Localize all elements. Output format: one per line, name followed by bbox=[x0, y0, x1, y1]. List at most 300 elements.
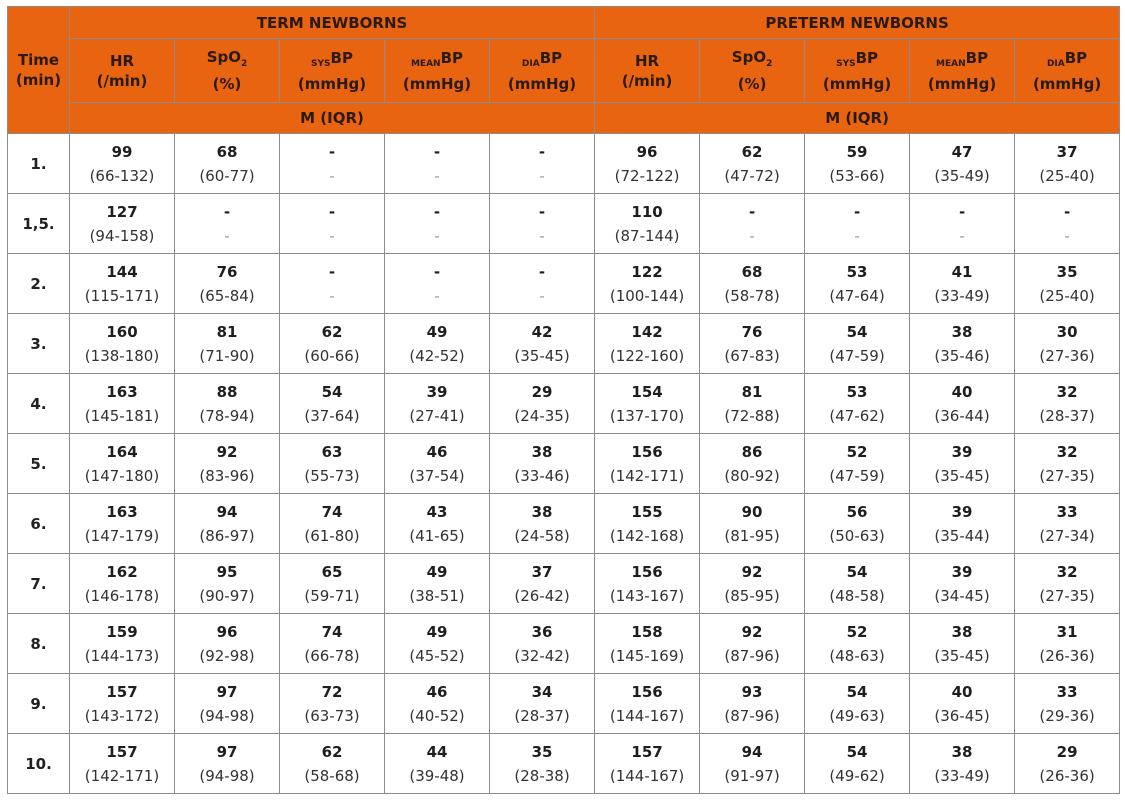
iqr-value: (48-63) bbox=[829, 646, 885, 665]
column-header bbox=[385, 39, 490, 103]
median-value: 127 bbox=[106, 202, 138, 221]
column-header-unit: (mmHg) bbox=[507, 74, 577, 93]
iqr-value: (47-64) bbox=[829, 286, 885, 305]
value-cell bbox=[280, 674, 385, 734]
value-cell bbox=[1015, 134, 1120, 194]
iqr-value: (28-37) bbox=[514, 706, 570, 725]
median-value: 52 bbox=[846, 442, 868, 461]
table-row bbox=[8, 194, 1120, 254]
table-row bbox=[8, 434, 1120, 494]
column-header-prefix: MEAN bbox=[936, 58, 966, 69]
median-value: 43 bbox=[426, 502, 448, 521]
iqr-value: (53-66) bbox=[829, 166, 885, 185]
column-header-name: SpO bbox=[731, 48, 767, 66]
column-header-unit: (mmHg) bbox=[297, 74, 367, 93]
iqr-value: (35-45) bbox=[514, 346, 570, 365]
value-cell bbox=[175, 194, 280, 254]
column-header-unit: (%) bbox=[737, 75, 767, 93]
iqr-value: - bbox=[749, 226, 755, 245]
median-value: - bbox=[1063, 202, 1071, 221]
median-value: 46 bbox=[426, 442, 448, 461]
column-header bbox=[490, 39, 595, 103]
iqr-value: (47-62) bbox=[829, 406, 885, 425]
median-value: 94 bbox=[216, 502, 238, 521]
value-cell bbox=[280, 494, 385, 554]
iqr-value: (59-71) bbox=[304, 586, 360, 605]
median-value: 65 bbox=[321, 562, 343, 581]
column-header-prefix: DIA bbox=[521, 58, 540, 69]
column-header bbox=[70, 39, 175, 103]
median-value: 163 bbox=[106, 502, 138, 521]
median-value: 56 bbox=[846, 502, 868, 521]
iqr-value: - bbox=[434, 286, 440, 305]
value-cell bbox=[595, 134, 700, 194]
value-cell bbox=[1015, 674, 1120, 734]
value-cell bbox=[385, 554, 490, 614]
median-value: 37 bbox=[1056, 142, 1078, 161]
newborn-vitals-table bbox=[7, 6, 1120, 794]
iqr-value: (49-62) bbox=[829, 766, 885, 785]
iqr-value: (28-38) bbox=[514, 766, 570, 785]
iqr-value: (26-42) bbox=[514, 586, 570, 605]
median-value: 68 bbox=[741, 262, 763, 281]
time-header bbox=[8, 7, 70, 134]
value-cell bbox=[280, 134, 385, 194]
median-value: 39 bbox=[951, 562, 973, 581]
time-cell: 3. bbox=[8, 314, 70, 374]
median-value: 92 bbox=[216, 442, 238, 461]
iqr-value: (33-49) bbox=[934, 766, 990, 785]
median-value: 29 bbox=[1056, 742, 1078, 761]
column-header-row bbox=[8, 39, 1120, 103]
median-value: - bbox=[853, 202, 861, 221]
median-value: 32 bbox=[1056, 382, 1078, 401]
value-cell bbox=[700, 134, 805, 194]
value-cell bbox=[1015, 554, 1120, 614]
median-value: - bbox=[538, 202, 546, 221]
median-value: 74 bbox=[321, 502, 343, 521]
value-cell bbox=[490, 554, 595, 614]
value-cell bbox=[70, 434, 175, 494]
iqr-value: (38-51) bbox=[409, 586, 465, 605]
group-header-term: TERM NEWBORNS bbox=[70, 7, 595, 39]
column-header-prefix: MEAN bbox=[410, 58, 441, 69]
value-cell bbox=[70, 494, 175, 554]
value-cell bbox=[280, 314, 385, 374]
iqr-value: (71-90) bbox=[199, 346, 255, 365]
value-cell bbox=[280, 614, 385, 674]
column-header bbox=[805, 39, 910, 103]
iqr-value: (87-144) bbox=[614, 226, 680, 245]
median-value: - bbox=[328, 202, 336, 221]
median-value: 162 bbox=[106, 562, 138, 581]
table-row bbox=[8, 314, 1120, 374]
value-cell bbox=[910, 314, 1015, 374]
value-cell bbox=[490, 254, 595, 314]
median-value: 92 bbox=[741, 562, 763, 581]
time-cell: 7. bbox=[8, 554, 70, 614]
median-value: 122 bbox=[631, 262, 663, 281]
iqr-value: (122-160) bbox=[609, 346, 685, 365]
iqr-value: (27-34) bbox=[1039, 526, 1095, 545]
median-value: 54 bbox=[321, 382, 343, 401]
time-cell: 4. bbox=[8, 374, 70, 434]
value-cell bbox=[490, 734, 595, 794]
value-cell bbox=[700, 614, 805, 674]
value-cell bbox=[1015, 254, 1120, 314]
median-value: - bbox=[433, 262, 441, 281]
iqr-value: (47-59) bbox=[829, 346, 885, 365]
median-value: 96 bbox=[636, 142, 658, 161]
column-header-name: BP bbox=[965, 48, 989, 67]
column-header-unit: (%) bbox=[212, 75, 242, 93]
stat-label-term: M (IQR) bbox=[70, 103, 595, 134]
median-value: 156 bbox=[631, 442, 663, 461]
value-cell bbox=[700, 734, 805, 794]
value-cell bbox=[385, 314, 490, 374]
table-row bbox=[8, 254, 1120, 314]
iqr-value: (33-49) bbox=[934, 286, 990, 305]
value-cell bbox=[805, 254, 910, 314]
iqr-value: (37-64) bbox=[304, 406, 360, 425]
value-cell bbox=[490, 674, 595, 734]
value-cell bbox=[280, 194, 385, 254]
value-cell bbox=[490, 494, 595, 554]
value-cell bbox=[490, 614, 595, 674]
iqr-value: (26-36) bbox=[1039, 646, 1095, 665]
value-cell bbox=[595, 674, 700, 734]
iqr-value: (28-37) bbox=[1039, 406, 1095, 425]
column-header-unit: (/min) bbox=[621, 71, 673, 90]
value-cell bbox=[595, 614, 700, 674]
value-cell bbox=[280, 254, 385, 314]
iqr-value: (142-168) bbox=[609, 526, 685, 545]
median-value: - bbox=[433, 142, 441, 161]
iqr-value: (35-45) bbox=[934, 646, 990, 665]
column-header-prefix: SYS bbox=[311, 58, 331, 69]
value-cell bbox=[385, 134, 490, 194]
iqr-value: - bbox=[539, 166, 545, 185]
value-cell bbox=[175, 254, 280, 314]
iqr-value: (27-35) bbox=[1039, 466, 1095, 485]
iqr-value: (47-72) bbox=[724, 166, 780, 185]
median-value: 47 bbox=[951, 142, 973, 161]
value-cell bbox=[175, 134, 280, 194]
table-row bbox=[8, 134, 1120, 194]
iqr-value: (49-63) bbox=[829, 706, 885, 725]
iqr-value: - bbox=[329, 226, 335, 245]
iqr-value: (87-96) bbox=[724, 706, 780, 725]
median-value: 49 bbox=[426, 562, 448, 581]
iqr-value: (94-158) bbox=[89, 226, 155, 245]
value-cell bbox=[1015, 614, 1120, 674]
value-cell bbox=[595, 554, 700, 614]
value-cell bbox=[805, 614, 910, 674]
iqr-value: (81-95) bbox=[724, 526, 780, 545]
iqr-value: (58-78) bbox=[724, 286, 780, 305]
value-cell bbox=[910, 494, 1015, 554]
iqr-value: (36-44) bbox=[934, 406, 990, 425]
value-cell bbox=[280, 434, 385, 494]
value-cell bbox=[805, 734, 910, 794]
value-cell bbox=[910, 194, 1015, 254]
value-cell bbox=[70, 374, 175, 434]
value-cell bbox=[385, 614, 490, 674]
median-value: 33 bbox=[1056, 502, 1078, 521]
median-value: 155 bbox=[631, 502, 663, 521]
table-row bbox=[8, 554, 1120, 614]
value-cell bbox=[910, 554, 1015, 614]
iqr-value: (85-95) bbox=[724, 586, 780, 605]
median-value: - bbox=[538, 262, 546, 281]
median-value: 35 bbox=[531, 742, 553, 761]
median-value: 39 bbox=[951, 442, 973, 461]
median-value: 157 bbox=[106, 742, 138, 761]
value-cell bbox=[175, 374, 280, 434]
median-value: 54 bbox=[846, 682, 868, 701]
time-cell: 5. bbox=[8, 434, 70, 494]
table-row bbox=[8, 674, 1120, 734]
median-value: 86 bbox=[741, 442, 763, 461]
value-cell bbox=[490, 134, 595, 194]
median-value: - bbox=[433, 202, 441, 221]
value-cell bbox=[1015, 314, 1120, 374]
median-value: 38 bbox=[951, 742, 973, 761]
iqr-value: (60-77) bbox=[199, 166, 255, 185]
iqr-value: (144-173) bbox=[84, 646, 160, 665]
median-value: 158 bbox=[631, 622, 663, 641]
column-header-unit: (mmHg) bbox=[402, 74, 472, 93]
iqr-value: (61-80) bbox=[304, 526, 360, 545]
iqr-value: (142-171) bbox=[84, 766, 160, 785]
value-cell bbox=[385, 734, 490, 794]
value-cell bbox=[700, 374, 805, 434]
median-value: 37 bbox=[531, 562, 553, 581]
median-value: 93 bbox=[741, 682, 763, 701]
iqr-value: (37-54) bbox=[409, 466, 465, 485]
median-value: 144 bbox=[106, 262, 138, 281]
value-cell bbox=[1015, 494, 1120, 554]
time-label: Time bbox=[17, 51, 60, 69]
value-cell bbox=[175, 434, 280, 494]
value-cell bbox=[700, 254, 805, 314]
median-value: 72 bbox=[321, 682, 343, 701]
iqr-value: - bbox=[959, 226, 965, 245]
value-cell bbox=[910, 134, 1015, 194]
column-header-name: BP bbox=[330, 48, 353, 67]
value-cell bbox=[805, 674, 910, 734]
median-value: 35 bbox=[1056, 262, 1078, 281]
median-value: 42 bbox=[531, 322, 553, 341]
iqr-value: (42-52) bbox=[409, 346, 465, 365]
median-value: 36 bbox=[531, 622, 553, 641]
column-header-name: SpO bbox=[206, 48, 242, 66]
value-cell bbox=[595, 374, 700, 434]
column-header-subscript: 2 bbox=[241, 59, 248, 69]
median-value: 157 bbox=[631, 742, 663, 761]
iqr-value: (26-36) bbox=[1039, 766, 1095, 785]
median-value: 39 bbox=[951, 502, 973, 521]
median-value: 81 bbox=[216, 322, 238, 341]
iqr-value: (147-179) bbox=[84, 526, 160, 545]
value-cell bbox=[175, 314, 280, 374]
time-cell: 6. bbox=[8, 494, 70, 554]
value-cell bbox=[805, 314, 910, 374]
iqr-value: (27-36) bbox=[1039, 346, 1095, 365]
iqr-value: (35-46) bbox=[934, 346, 990, 365]
iqr-value: (48-58) bbox=[829, 586, 885, 605]
iqr-value: (94-98) bbox=[199, 706, 255, 725]
column-header bbox=[595, 39, 700, 103]
median-value: 76 bbox=[216, 262, 238, 281]
iqr-value: (145-169) bbox=[609, 646, 685, 665]
group-header-preterm: PRETERM NEWBORNS bbox=[595, 7, 1120, 39]
value-cell bbox=[280, 734, 385, 794]
iqr-value: (86-97) bbox=[199, 526, 255, 545]
iqr-value: (83-96) bbox=[199, 466, 255, 485]
median-value: 95 bbox=[216, 562, 238, 581]
value-cell bbox=[700, 434, 805, 494]
value-cell bbox=[385, 254, 490, 314]
iqr-value: (27-41) bbox=[409, 406, 465, 425]
iqr-value: (66-132) bbox=[89, 166, 155, 185]
time-cell: 2. bbox=[8, 254, 70, 314]
table-header bbox=[8, 7, 1120, 134]
column-header-unit: (mmHg) bbox=[1032, 74, 1102, 93]
iqr-value: - bbox=[539, 286, 545, 305]
value-cell bbox=[700, 554, 805, 614]
value-cell bbox=[595, 194, 700, 254]
median-value: 32 bbox=[1056, 442, 1078, 461]
column-header-name: HR bbox=[109, 51, 135, 70]
value-cell bbox=[70, 614, 175, 674]
value-cell bbox=[595, 434, 700, 494]
iqr-value: (146-178) bbox=[84, 586, 160, 605]
median-value: 110 bbox=[631, 202, 663, 221]
iqr-value: (25-40) bbox=[1039, 166, 1095, 185]
median-value: 31 bbox=[1056, 622, 1078, 641]
value-cell bbox=[910, 254, 1015, 314]
value-cell bbox=[70, 734, 175, 794]
iqr-value: (34-45) bbox=[934, 586, 990, 605]
iqr-value: - bbox=[434, 166, 440, 185]
table-row bbox=[8, 734, 1120, 794]
iqr-value: (24-35) bbox=[514, 406, 570, 425]
value-cell bbox=[490, 374, 595, 434]
value-cell bbox=[595, 314, 700, 374]
value-cell bbox=[490, 194, 595, 254]
iqr-value: (92-98) bbox=[199, 646, 255, 665]
column-header-prefix: SYS bbox=[836, 58, 856, 69]
median-value: 33 bbox=[1056, 682, 1078, 701]
iqr-value: (35-49) bbox=[934, 166, 990, 185]
iqr-value: (144-167) bbox=[609, 706, 685, 725]
table-row bbox=[8, 614, 1120, 674]
iqr-value: (87-96) bbox=[724, 646, 780, 665]
iqr-value: (78-94) bbox=[199, 406, 255, 425]
value-cell bbox=[1015, 374, 1120, 434]
median-value: 156 bbox=[631, 682, 663, 701]
stat-label-preterm: M (IQR) bbox=[595, 103, 1120, 134]
value-cell bbox=[490, 314, 595, 374]
value-cell bbox=[700, 674, 805, 734]
value-cell bbox=[385, 194, 490, 254]
value-cell bbox=[70, 554, 175, 614]
value-cell bbox=[175, 614, 280, 674]
value-cell bbox=[910, 374, 1015, 434]
median-value: 156 bbox=[631, 562, 663, 581]
column-header-name: BP bbox=[539, 48, 563, 67]
median-value: 142 bbox=[631, 322, 663, 341]
median-value: 49 bbox=[426, 622, 448, 641]
value-cell bbox=[70, 254, 175, 314]
value-cell bbox=[595, 254, 700, 314]
value-cell bbox=[1015, 434, 1120, 494]
value-cell bbox=[280, 554, 385, 614]
median-value: 62 bbox=[321, 742, 343, 761]
iqr-value: (100-144) bbox=[609, 286, 685, 305]
value-cell bbox=[700, 194, 805, 254]
value-cell bbox=[175, 734, 280, 794]
median-value: 94 bbox=[741, 742, 763, 761]
column-header-unit: (/min) bbox=[96, 71, 148, 90]
iqr-value: (45-52) bbox=[409, 646, 465, 665]
median-value: 53 bbox=[846, 262, 868, 281]
column-header-name: BP bbox=[440, 48, 464, 67]
iqr-value: (35-45) bbox=[934, 466, 990, 485]
table-body bbox=[8, 134, 1120, 794]
column-header bbox=[1015, 39, 1120, 103]
iqr-value: (29-36) bbox=[1039, 706, 1095, 725]
median-value: 157 bbox=[106, 682, 138, 701]
time-cell: 8. bbox=[8, 614, 70, 674]
value-cell bbox=[70, 674, 175, 734]
median-value: 88 bbox=[216, 382, 238, 401]
median-value: 39 bbox=[426, 382, 448, 401]
median-value: 63 bbox=[321, 442, 343, 461]
value-cell bbox=[805, 374, 910, 434]
value-cell bbox=[280, 374, 385, 434]
iqr-value: (91-97) bbox=[724, 766, 780, 785]
median-value: 54 bbox=[846, 562, 868, 581]
iqr-value: (63-73) bbox=[304, 706, 360, 725]
iqr-value: - bbox=[329, 166, 335, 185]
iqr-value: (90-97) bbox=[199, 586, 255, 605]
median-value: - bbox=[328, 262, 336, 281]
iqr-value: - bbox=[434, 226, 440, 245]
median-value: 97 bbox=[216, 742, 238, 761]
column-header-name: HR bbox=[635, 51, 660, 70]
median-value: 159 bbox=[106, 622, 138, 641]
iqr-value: (142-171) bbox=[609, 466, 685, 485]
time-unit: (min) bbox=[15, 71, 62, 89]
median-value: 90 bbox=[741, 502, 763, 521]
time-cell: 1,5. bbox=[8, 194, 70, 254]
iqr-value: - bbox=[1064, 226, 1070, 245]
value-cell bbox=[595, 494, 700, 554]
iqr-value: (115-171) bbox=[84, 286, 160, 305]
iqr-value: (33-46) bbox=[514, 466, 570, 485]
median-value: 49 bbox=[426, 322, 448, 341]
iqr-value: (67-83) bbox=[724, 346, 780, 365]
column-header bbox=[910, 39, 1015, 103]
median-value: 74 bbox=[321, 622, 343, 641]
value-cell bbox=[385, 374, 490, 434]
column-header-unit: (mmHg) bbox=[927, 74, 997, 93]
value-cell bbox=[1015, 734, 1120, 794]
iqr-value: (25-40) bbox=[1039, 286, 1095, 305]
iqr-value: (72-122) bbox=[614, 166, 680, 185]
